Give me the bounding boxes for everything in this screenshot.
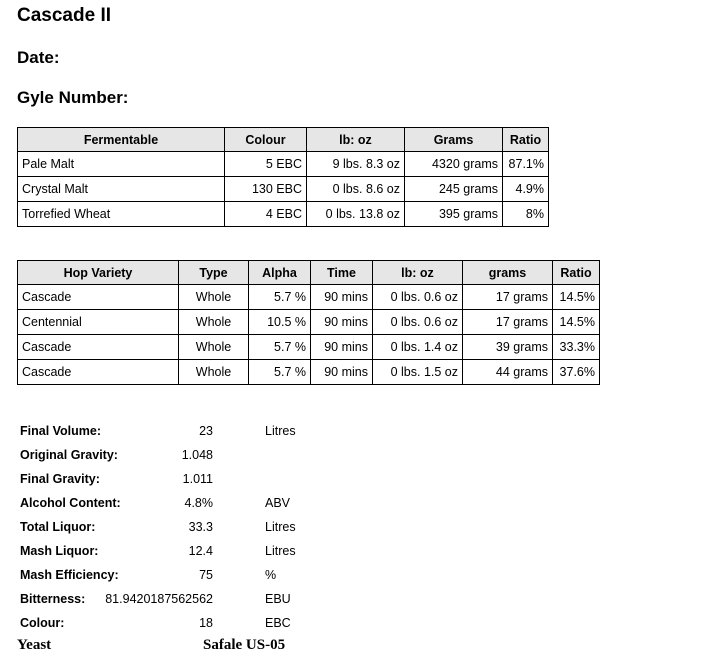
summary-value: 75 — [199, 568, 213, 582]
summary-value: 12.4 — [188, 544, 213, 558]
summary-value: 33.3 — [188, 520, 213, 534]
fermentable-ratio: 87.1% — [503, 152, 549, 177]
hop-variety: Centennial — [18, 310, 179, 335]
hop-ratio: 14.5% — [553, 310, 600, 335]
hops-table — [17, 260, 600, 385]
col-type: Type — [179, 261, 249, 285]
table-row — [18, 285, 600, 310]
col-hop-ratio: Ratio — [553, 261, 600, 285]
fermentable-name: Crystal Malt — [18, 177, 225, 202]
summary-row-mash-liquor — [20, 540, 420, 564]
summary-row-mash-efficiency — [20, 564, 420, 588]
fermentables-header-row — [18, 128, 549, 152]
fermentable-colour: 4 EBC — [225, 202, 307, 227]
fermentable-grams: 395 grams — [405, 202, 503, 227]
hop-grams: 17 grams — [463, 285, 553, 310]
fermentable-lb-oz: 9 lbs. 8.3 oz — [307, 152, 405, 177]
hop-alpha: 5.7 % — [249, 285, 311, 310]
hop-variety: Cascade — [18, 285, 179, 310]
fermentable-colour: 5 EBC — [225, 152, 307, 177]
fermentable-name: Torrefied Wheat — [18, 202, 225, 227]
col-hop-variety: Hop Variety — [18, 261, 179, 285]
summary-label: Total Liquor: — [20, 520, 96, 534]
summary-label: Colour: — [20, 616, 65, 630]
summary-unit: % — [265, 568, 277, 582]
summary-unit: Litres — [265, 520, 296, 534]
col-time: Time — [311, 261, 373, 285]
summary-value: 23 — [199, 424, 213, 438]
table-row — [18, 335, 600, 360]
yeast-label: Yeast — [17, 637, 52, 653]
summary-row-total-liquor — [20, 516, 420, 540]
summary-label: Bitterness: — [20, 592, 86, 606]
summary-row-alcohol-content — [20, 492, 420, 516]
summary-value: 18 — [199, 616, 213, 630]
hops-header-row — [18, 261, 600, 285]
hop-grams: 44 grams — [463, 360, 553, 385]
hop-time: 90 mins — [311, 335, 373, 360]
date-label: Date: — [17, 48, 60, 67]
hop-time: 90 mins — [311, 360, 373, 385]
summary-row-original-gravity — [20, 444, 420, 468]
hop-ratio: 14.5% — [553, 285, 600, 310]
summary-value: 1.011 — [182, 472, 213, 486]
hop-lb-oz: 0 lbs. 1.4 oz — [373, 335, 463, 360]
hop-time: 90 mins — [311, 285, 373, 310]
hop-lb-oz: 0 lbs. 1.5 oz — [373, 360, 463, 385]
hop-ratio: 33.3% — [553, 335, 600, 360]
hop-grams: 17 grams — [463, 310, 553, 335]
table-row — [18, 152, 549, 177]
summary-label: Mash Efficiency: — [20, 568, 119, 582]
table-row — [18, 202, 549, 227]
yeast-row — [17, 637, 317, 657]
hop-alpha: 5.7 % — [249, 360, 311, 385]
hop-time: 90 mins — [311, 310, 373, 335]
fermentable-grams: 245 grams — [405, 177, 503, 202]
summary-unit: ABV — [265, 496, 291, 510]
fermentable-ratio: 4.9% — [503, 177, 549, 202]
table-row — [18, 360, 600, 385]
hop-type: Whole — [179, 285, 249, 310]
summary-row-final-volume — [20, 420, 420, 444]
hop-variety: Cascade — [18, 360, 179, 385]
table-row — [18, 310, 600, 335]
hop-lb-oz: 0 lbs. 0.6 oz — [373, 310, 463, 335]
summary-unit: EBU — [265, 592, 291, 606]
summary-unit: Litres — [265, 424, 296, 438]
hop-type: Whole — [179, 335, 249, 360]
summary-value: 1.048 — [181, 448, 213, 462]
summary-label: Alcohol Content: — [20, 496, 121, 510]
hop-alpha: 10.5 % — [249, 310, 311, 335]
hop-grams: 39 grams — [463, 335, 553, 360]
summary-unit: Litres — [265, 544, 296, 558]
recipe-summary — [20, 420, 420, 636]
col-alpha: Alpha — [249, 261, 311, 285]
hop-ratio: 37.6% — [553, 360, 600, 385]
table-row — [18, 177, 549, 202]
gyle-number-label: Gyle Number: — [17, 88, 129, 107]
col-hop-grams: grams — [463, 261, 553, 285]
col-hop-lb-oz: lb: oz — [373, 261, 463, 285]
summary-row-bitterness — [20, 588, 420, 612]
recipe-title: Cascade II — [17, 5, 111, 26]
fermentable-name: Pale Malt — [18, 152, 225, 177]
fermentable-grams: 4320 grams — [405, 152, 503, 177]
summary-value: 4.8% — [184, 496, 213, 510]
col-grams: Grams — [405, 128, 503, 152]
col-fermentable: Fermentable — [18, 128, 225, 152]
fermentable-lb-oz: 0 lbs. 13.8 oz — [307, 202, 405, 227]
summary-unit: EBC — [265, 616, 291, 630]
fermentable-colour: 130 EBC — [225, 177, 307, 202]
fermentables-table — [17, 127, 549, 227]
hop-lb-oz: 0 lbs. 0.6 oz — [373, 285, 463, 310]
col-colour: Colour — [225, 128, 307, 152]
summary-value: 81.9420187562562 — [105, 592, 213, 606]
yeast-value: Safale US-05 — [203, 637, 286, 653]
fermentable-lb-oz: 0 lbs. 8.6 oz — [307, 177, 405, 202]
col-lb-oz: lb: oz — [307, 128, 405, 152]
hop-alpha: 5.7 % — [249, 335, 311, 360]
summary-label: Final Volume: — [20, 424, 102, 438]
summary-row-final-gravity — [20, 468, 420, 492]
col-ratio: Ratio — [503, 128, 549, 152]
fermentable-ratio: 8% — [503, 202, 549, 227]
hop-type: Whole — [179, 310, 249, 335]
hop-variety: Cascade — [18, 335, 179, 360]
summary-label: Original Gravity: — [20, 448, 118, 462]
summary-row-colour — [20, 612, 420, 636]
summary-label: Final Gravity: — [20, 472, 100, 486]
hop-type: Whole — [179, 360, 249, 385]
summary-label: Mash Liquor: — [20, 544, 99, 558]
